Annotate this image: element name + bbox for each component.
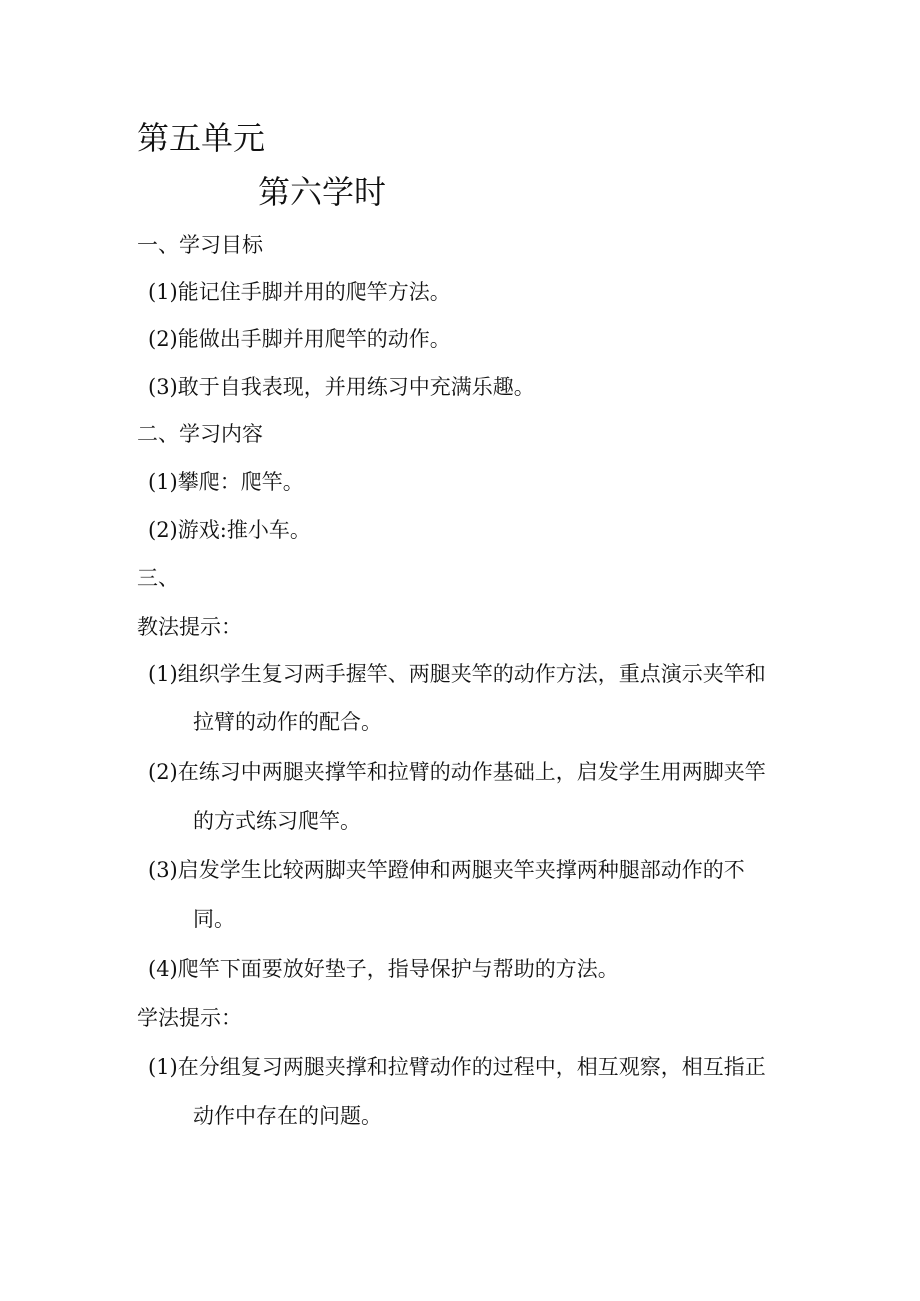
teaching-tip-continuation: 的方式练习爬竿。: [193, 809, 361, 833]
teaching-tip-item: (4)爬竿下面要放好垫子，指导保护与帮助的方法。: [148, 957, 619, 981]
teaching-tip-continuation: 同。: [193, 907, 235, 931]
teaching-tip-continuation: 拉臂的动作的配合。: [193, 710, 382, 734]
content-item: (1)攀爬：爬竿。: [148, 470, 304, 494]
objective-item: (2)能做出手脚并用爬竿的动作。: [148, 327, 451, 351]
learning-tips-heading: 学法提示：: [137, 1006, 242, 1030]
objective-item: (3)敢于自我表现，并用练习中充满乐趣。: [148, 375, 535, 399]
teaching-tip-item: (1)组织学生复习两手握竿、两腿夹竿的动作方法，重点演示夹竿和: [148, 662, 766, 686]
teaching-tips-heading: 教法提示：: [137, 615, 242, 639]
objective-item: (1)能记住手脚并用的爬竿方法。: [148, 280, 451, 304]
learning-tip-item: (1)在分组复习两腿夹撑和拉臂动作的过程中，相互观察，相互指正: [148, 1055, 766, 1079]
section-heading-content: 二、学习内容: [137, 422, 263, 446]
teaching-tip-item: (3)启发学生比较两脚夹竿蹬伸和两腿夹竿夹撑两种腿部动作的不: [148, 858, 745, 882]
content-item: (2)游戏:推小车。: [148, 518, 311, 542]
unit-title: 第五单元: [137, 119, 266, 157]
lesson-title: 第六学时: [258, 173, 387, 211]
teaching-tip-item: (2)在练习中两腿夹撑竿和拉臂的动作基础上，启发学生用两脚夹竿: [148, 760, 766, 784]
learning-tip-continuation: 动作中存在的问题。: [193, 1104, 382, 1128]
section-heading-objectives: 一、学习目标: [137, 233, 263, 257]
section-heading-three: 三、: [137, 566, 179, 590]
